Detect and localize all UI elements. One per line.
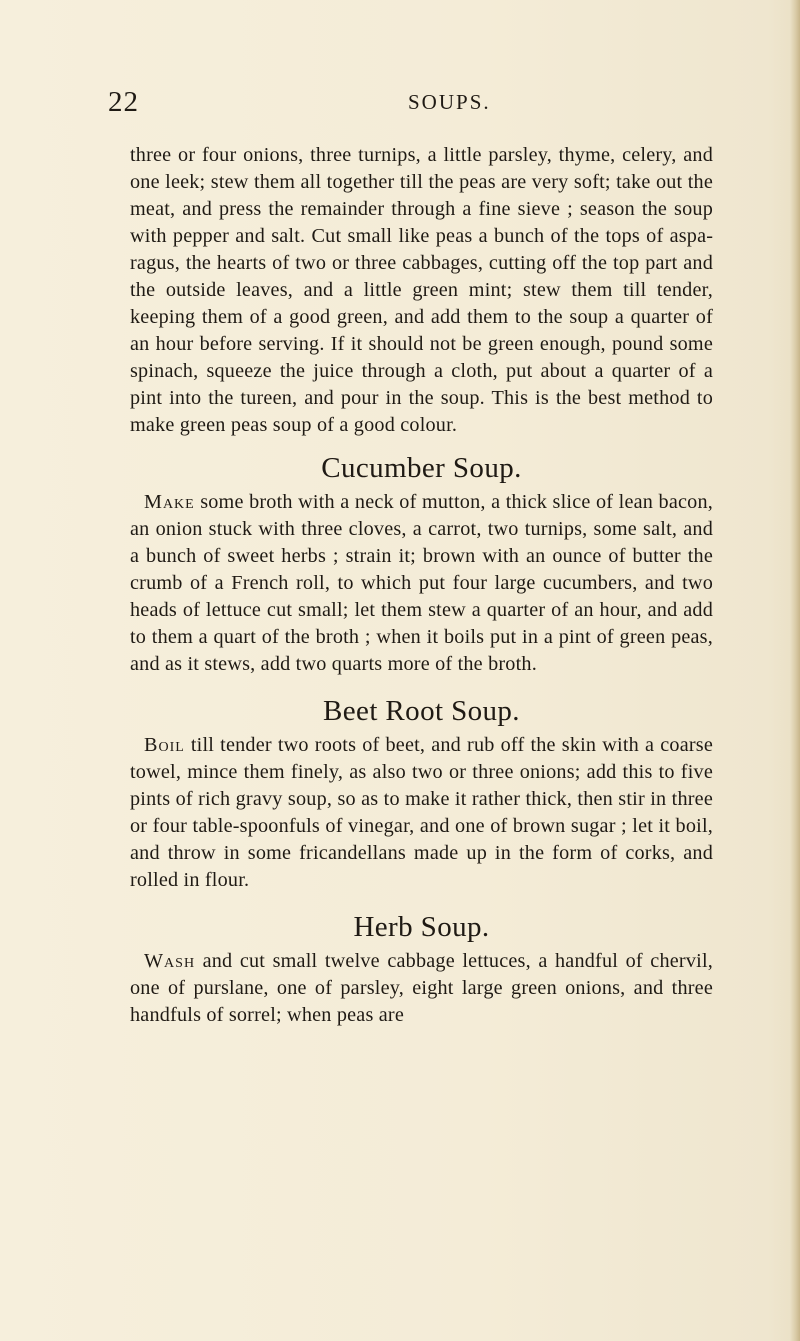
paragraph-herb-soup: [130, 948, 713, 1029]
paragraph-text: and cut small twelve cabbage lettuces, a handful of chervil, one of purslane, one of parsley, eight large green onions, and three handfuls of sorrel; when peas are: [130, 950, 713, 1026]
text-block: [130, 142, 713, 1029]
heading-beet-root-soup: Beet Root Soup.: [323, 695, 520, 727]
paragraph-text: till tender two roots of beet, and rub off the skin with a coarse towel, mince them finely, as also two or three onions; add this to five pints of rich gravy soup, so as to make it rather thick, then stir in three or four table-spoonfuls of vinegar, and one of brown sugar ; let it boil, and throw in some fricandellans made up in the form of corks, and rolled in flour.: [130, 734, 713, 891]
lead-word: Wash: [144, 950, 196, 972]
page-edge-shadow: [790, 0, 800, 1341]
running-title: SOUPS.: [408, 90, 491, 114]
lead-word: Make: [144, 491, 195, 513]
paragraph-green-peas-soup-continued: three or four onions, three turnips, a little parsley, thyme, celery, and one leek; stew them all together till the peas are very soft; take out the meat, and press the remainder through a fine sieve ; season the soup with pepper and salt. Cut small like peas a bunch of the tops of asparagus, the hearts of two or three cabbages, cutting off the top part and the outside leaves, and a little green mint; stew them till tender, keeping them of a good green, and add them to the soup a quarter of an hour before serving. If it should not be green enough, pound some spinach, squeeze the juice through a cloth, put about a quarter of a pint into the tureen, and pour in the soup. This is the best method to make green peas soup of a good colour.: [130, 144, 713, 436]
lead-word: Boil: [144, 734, 185, 756]
paragraph-cucumber-soup: [130, 489, 713, 678]
paragraph-text: some broth with a neck of mutton, a thick slice of lean bacon, an onion stuck with three cloves, a carrot, two turnips, some salt, and a bunch of sweet herbs ; strain it; brown with an ounce of butter the crumb of a French roll, to which put four large cucumbers, and two heads of lettuce cut small; let them stew a quarter of an hour, and add to them a quart of the broth ; when it boils put in a pint of green peas, and as it stews, add two quarts more of the broth.: [130, 491, 713, 675]
heading-cucumber-soup: Cucumber Soup.: [321, 452, 522, 484]
running-head: [108, 86, 713, 122]
page-number: 22: [108, 86, 139, 118]
heading-herb-soup: Herb Soup.: [353, 911, 490, 943]
paragraph-beet-root-soup: [130, 732, 713, 894]
